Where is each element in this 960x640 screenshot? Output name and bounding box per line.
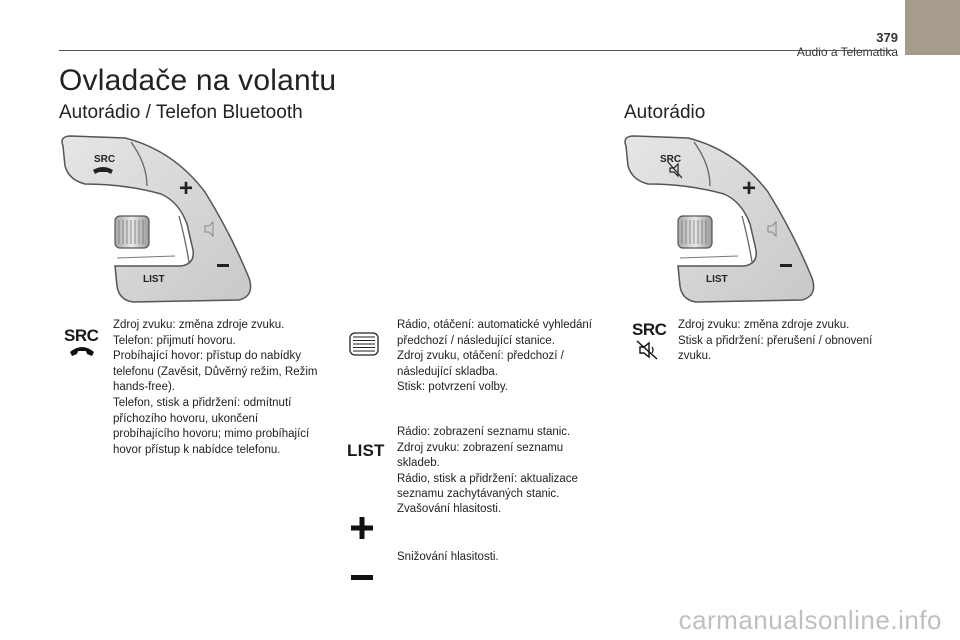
list-switch-label: LIST <box>143 274 165 285</box>
minus-icon <box>350 574 374 582</box>
src-phone-description: Zdroj zvuku: změna zdroje zvuku. Telefon: přijmutí hovoru. Probíhající hovor: přístup do nabídky telefonu (Zavěsit, Důvěrný režim, Režim hands-free). Telefon, stisk a přidržení: odmítnutí příchozího hovoru, ukončení probíhajícího hovoru; mimo probíhající hovor přístup k nabídce telefonu. <box>113 319 318 456</box>
left-switch-illustration <box>55 128 315 310</box>
right-switch-illustration <box>618 128 878 310</box>
minus-description: Snižování hlasitosti. <box>397 551 499 563</box>
plus-key-symbol-right: + <box>742 175 757 202</box>
list-switch-label-right: LIST <box>706 274 728 285</box>
src-symbol: SRC <box>64 326 99 345</box>
section-title: Audio a Telematika <box>796 45 898 59</box>
left-section-heading: Autorádio / Telefon Bluetooth <box>59 102 303 123</box>
chapter-tab <box>905 0 960 55</box>
thumbwheel <box>115 216 149 248</box>
thumbwheel-right <box>678 216 712 248</box>
watermark: carmanualsonline.info <box>678 605 942 635</box>
minus-key-symbol-right <box>780 264 792 267</box>
thumbwheel-icon <box>349 332 379 356</box>
plus-key-symbol: + <box>179 175 194 202</box>
page-number: 379 <box>876 30 898 45</box>
mute-icon <box>634 340 660 360</box>
list-description: Rádio: zobrazení seznamu stanic. Zdroj zvuku: zobrazení seznamu skladeb. Rádio, stisk a přidržení: aktualizace seznamu zachytávaných stanic. <box>397 426 578 501</box>
src-mute-symbol: SRC <box>632 320 667 339</box>
header-rule <box>59 50 894 51</box>
minus-key-symbol <box>217 264 229 267</box>
src-switch-label-right: SRC <box>660 154 682 165</box>
page-title: Ovladače na volantu <box>59 64 337 97</box>
wheel-description: Rádio, otáčení: automatické vyhledání předchozí / následující stanice. Zdroj zvuku, otáčení: předchozí / následující skladba. Stisk: potvrzení volby. <box>397 319 592 394</box>
src-switch-label: SRC <box>94 154 116 165</box>
right-section-heading: Autorádio <box>624 102 706 123</box>
phone-icon <box>68 344 96 358</box>
src-mute-description: Zdroj zvuku: změna zdroje zvuku. Stisk a přidržení: přerušení / obnovení zvuku. <box>678 319 873 363</box>
list-symbol: LIST <box>347 441 385 460</box>
plus-description: Zvašování hlasitosti. <box>397 503 502 515</box>
plus-icon <box>350 516 374 540</box>
